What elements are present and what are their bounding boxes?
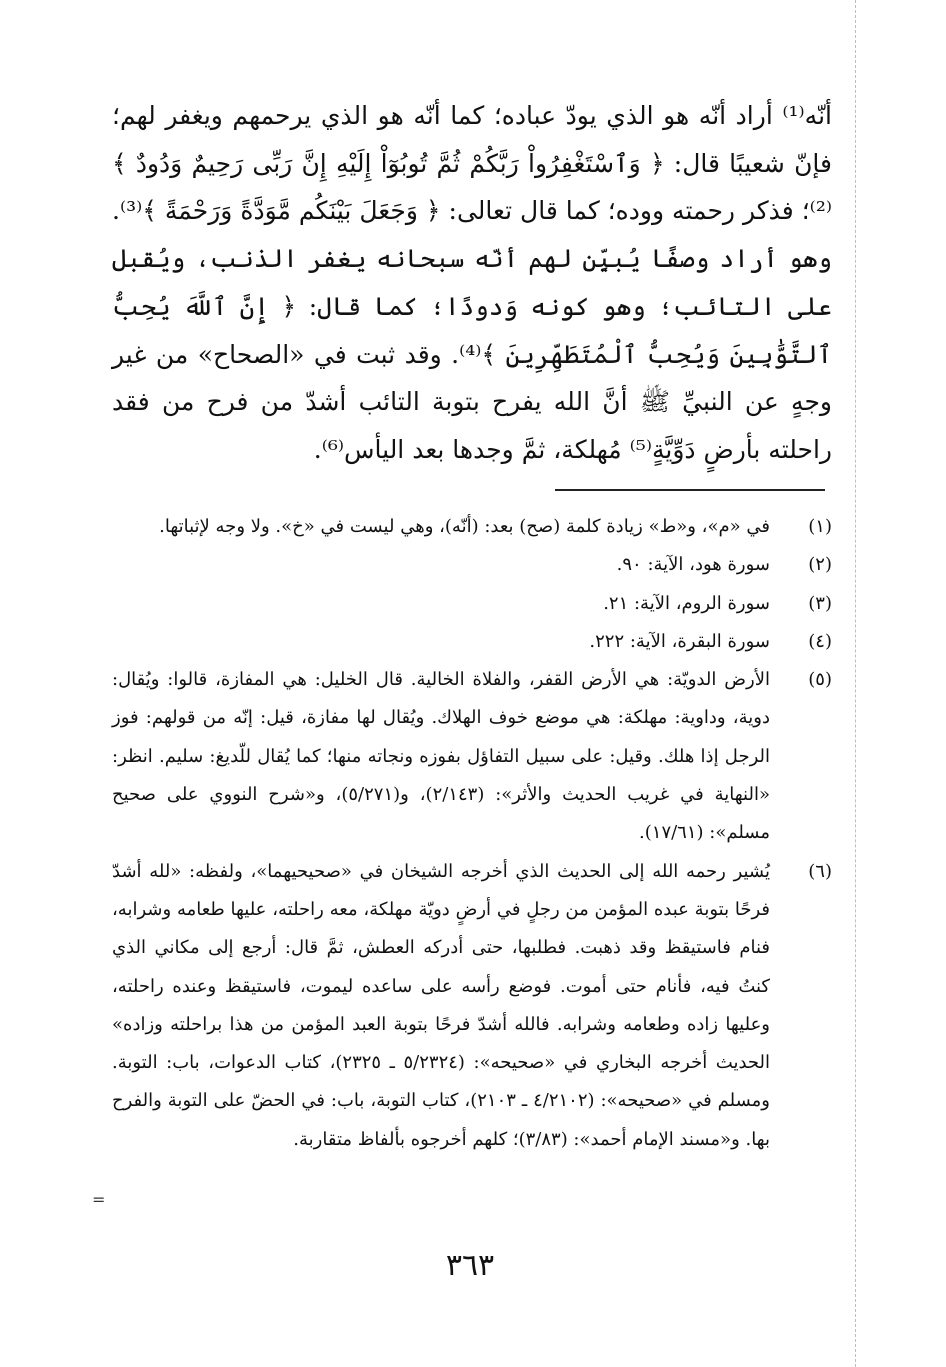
side-mark: = (92, 1190, 106, 1209)
footnote-number: (٣) (808, 592, 832, 614)
footnote-text: الأرض الدويّة: هي الأرض القفر، والفلاة الخالية. قال الخليل: هي المفازة، قالوا: ويُقال: دوية، وداوية: مهلكة: هي موضع خوف الهلاك. ويُقال لها مفازة، قيل: إنّه من قولهم: فوز الرجل إذا هلك. وقيل: على سبيل التفاؤل بفوزه ونجاته منها؛ كما يُقال للّديغ: سليم. انظر: «النهاية في غريب الحديث والأثر»: (٢/١٤٣)، و(٥/٢٧١)، و«شرح النووي على صحيح مسلم»: (١٧/٦١). (112, 669, 770, 844)
footnote-text: سورة البقرة، الآية: ٢٢٢. (589, 630, 770, 652)
footnote-separator (555, 489, 825, 491)
footnote (112, 508, 832, 546)
footnote-text: سورة الروم، الآية: ٢١. (603, 592, 770, 614)
footnote (112, 585, 832, 623)
footnote-number: (٥) (808, 669, 832, 691)
footnote-number: (١) (808, 516, 832, 537)
footnote-number: (٢) (808, 554, 832, 576)
page-number: ٣٦٣ (445, 1248, 495, 1283)
footnote (112, 661, 832, 852)
footnote-text: يُشير رحمه الله إلى الحديث الذي أخرجه الشيخان في «صحيحيهما»، ولفظه: «لله أشدّ فرحًا بتوبة عبده المؤمن من رجلٍ في أرضٍ دويّة مهلكة، معه راحلته، عليها طعامه وشرابه، فنام فاستيقظ وقد ذهبت. فطلبها، حتى أدركه العطش، ثمَّ قال: أرجع إلى مكاني الذي كنتُ فيه، فأنام حتى أموت. فوضع رأسه على ساعده ليموت، فاستيقظ وعنده راحلته، وعليها زاده وطعامه وشرابه. فالله أشدّ فرحًا بتوبة العبد المؤمن من هذا براحلته وزاده» الحديث أخرجه البخاري في «صحيحه»: (٥/٢٣٢٤ ـ ٢٣٢٥)، كتاب الدعوات، باب: التوبة. ومسلم في «صحيحه»: (٤/٢١٠٢ ـ ٢١٠٣)، كتاب التوبة، باب: في الحضّ على التوبة والفرح بها. و«مسند الإمام أحمد»: (٣/٨٣)؛ كلهم أخرجوه بألفاظ متقاربة. (112, 860, 771, 1150)
main-text (112, 92, 832, 474)
body-paragraph: أنّه⁽¹⁾ أراد أنّه هو الذي يودّ عباده؛ كما أنّه هو الذي يرحمهم ويغفر لهم؛ فإنّ شعيبًا قال: ﴿ وَٱسْتَغْفِرُواْ رَبَّكُمْ ثُمَّ تُوبُوٓاْ إِلَيْهِ إِنَّ رَبِّى رَحِيمٌ وَدُودٌ ﴾⁽²⁾؛ فذكر رحمته ووده؛ كما قال تعالى: ﴿ وَجَعَلَ بَيْنَكُم مَّوَدَّةً وَرَحْمَةً ﴾⁽³⁾. وهو أراد وصفًا يُبيِّن لهم أنّه سبحانه يغفر الذنب، ويُقبل على التائب؛ وهو كونه وَدودًا؛ كما قال: ﴿ إِنَّ ٱللَّهَ يُحِبُّ ٱلتَّوَّٰبِينَ وَيُحِبُّ ٱلْمُتَطَهِّرِينَ ﴾⁽⁴⁾. وقد ثبت في «الصحاح» من غير وجهٍ عن النبيِّ ﷺ أنَّ الله يفرح بتوبة التائب أشدّ من فرح من فقد راحلته بأرضٍ دَوِّيَّةٍ⁽⁵⁾ مُهلكة، ثمَّ وجدها بعد اليأس⁽⁶⁾. (112, 101, 832, 464)
footnote-number: (٤) (808, 630, 832, 652)
footnote-number: (٦) (808, 860, 832, 882)
footnote-text: في «م»، و«ط» زيادة كلمة (صح) بعد: (أنّه)، وهي ليست في «خ». ولا وجه لإثباتها. (159, 516, 770, 537)
margin-guide-line (855, 0, 856, 1367)
footnote-text: سورة هود، الآية: ٩٠. (616, 554, 770, 576)
footnotes (112, 508, 832, 1159)
footnote (112, 623, 832, 661)
footnote (112, 853, 832, 1159)
footnote (112, 546, 832, 584)
